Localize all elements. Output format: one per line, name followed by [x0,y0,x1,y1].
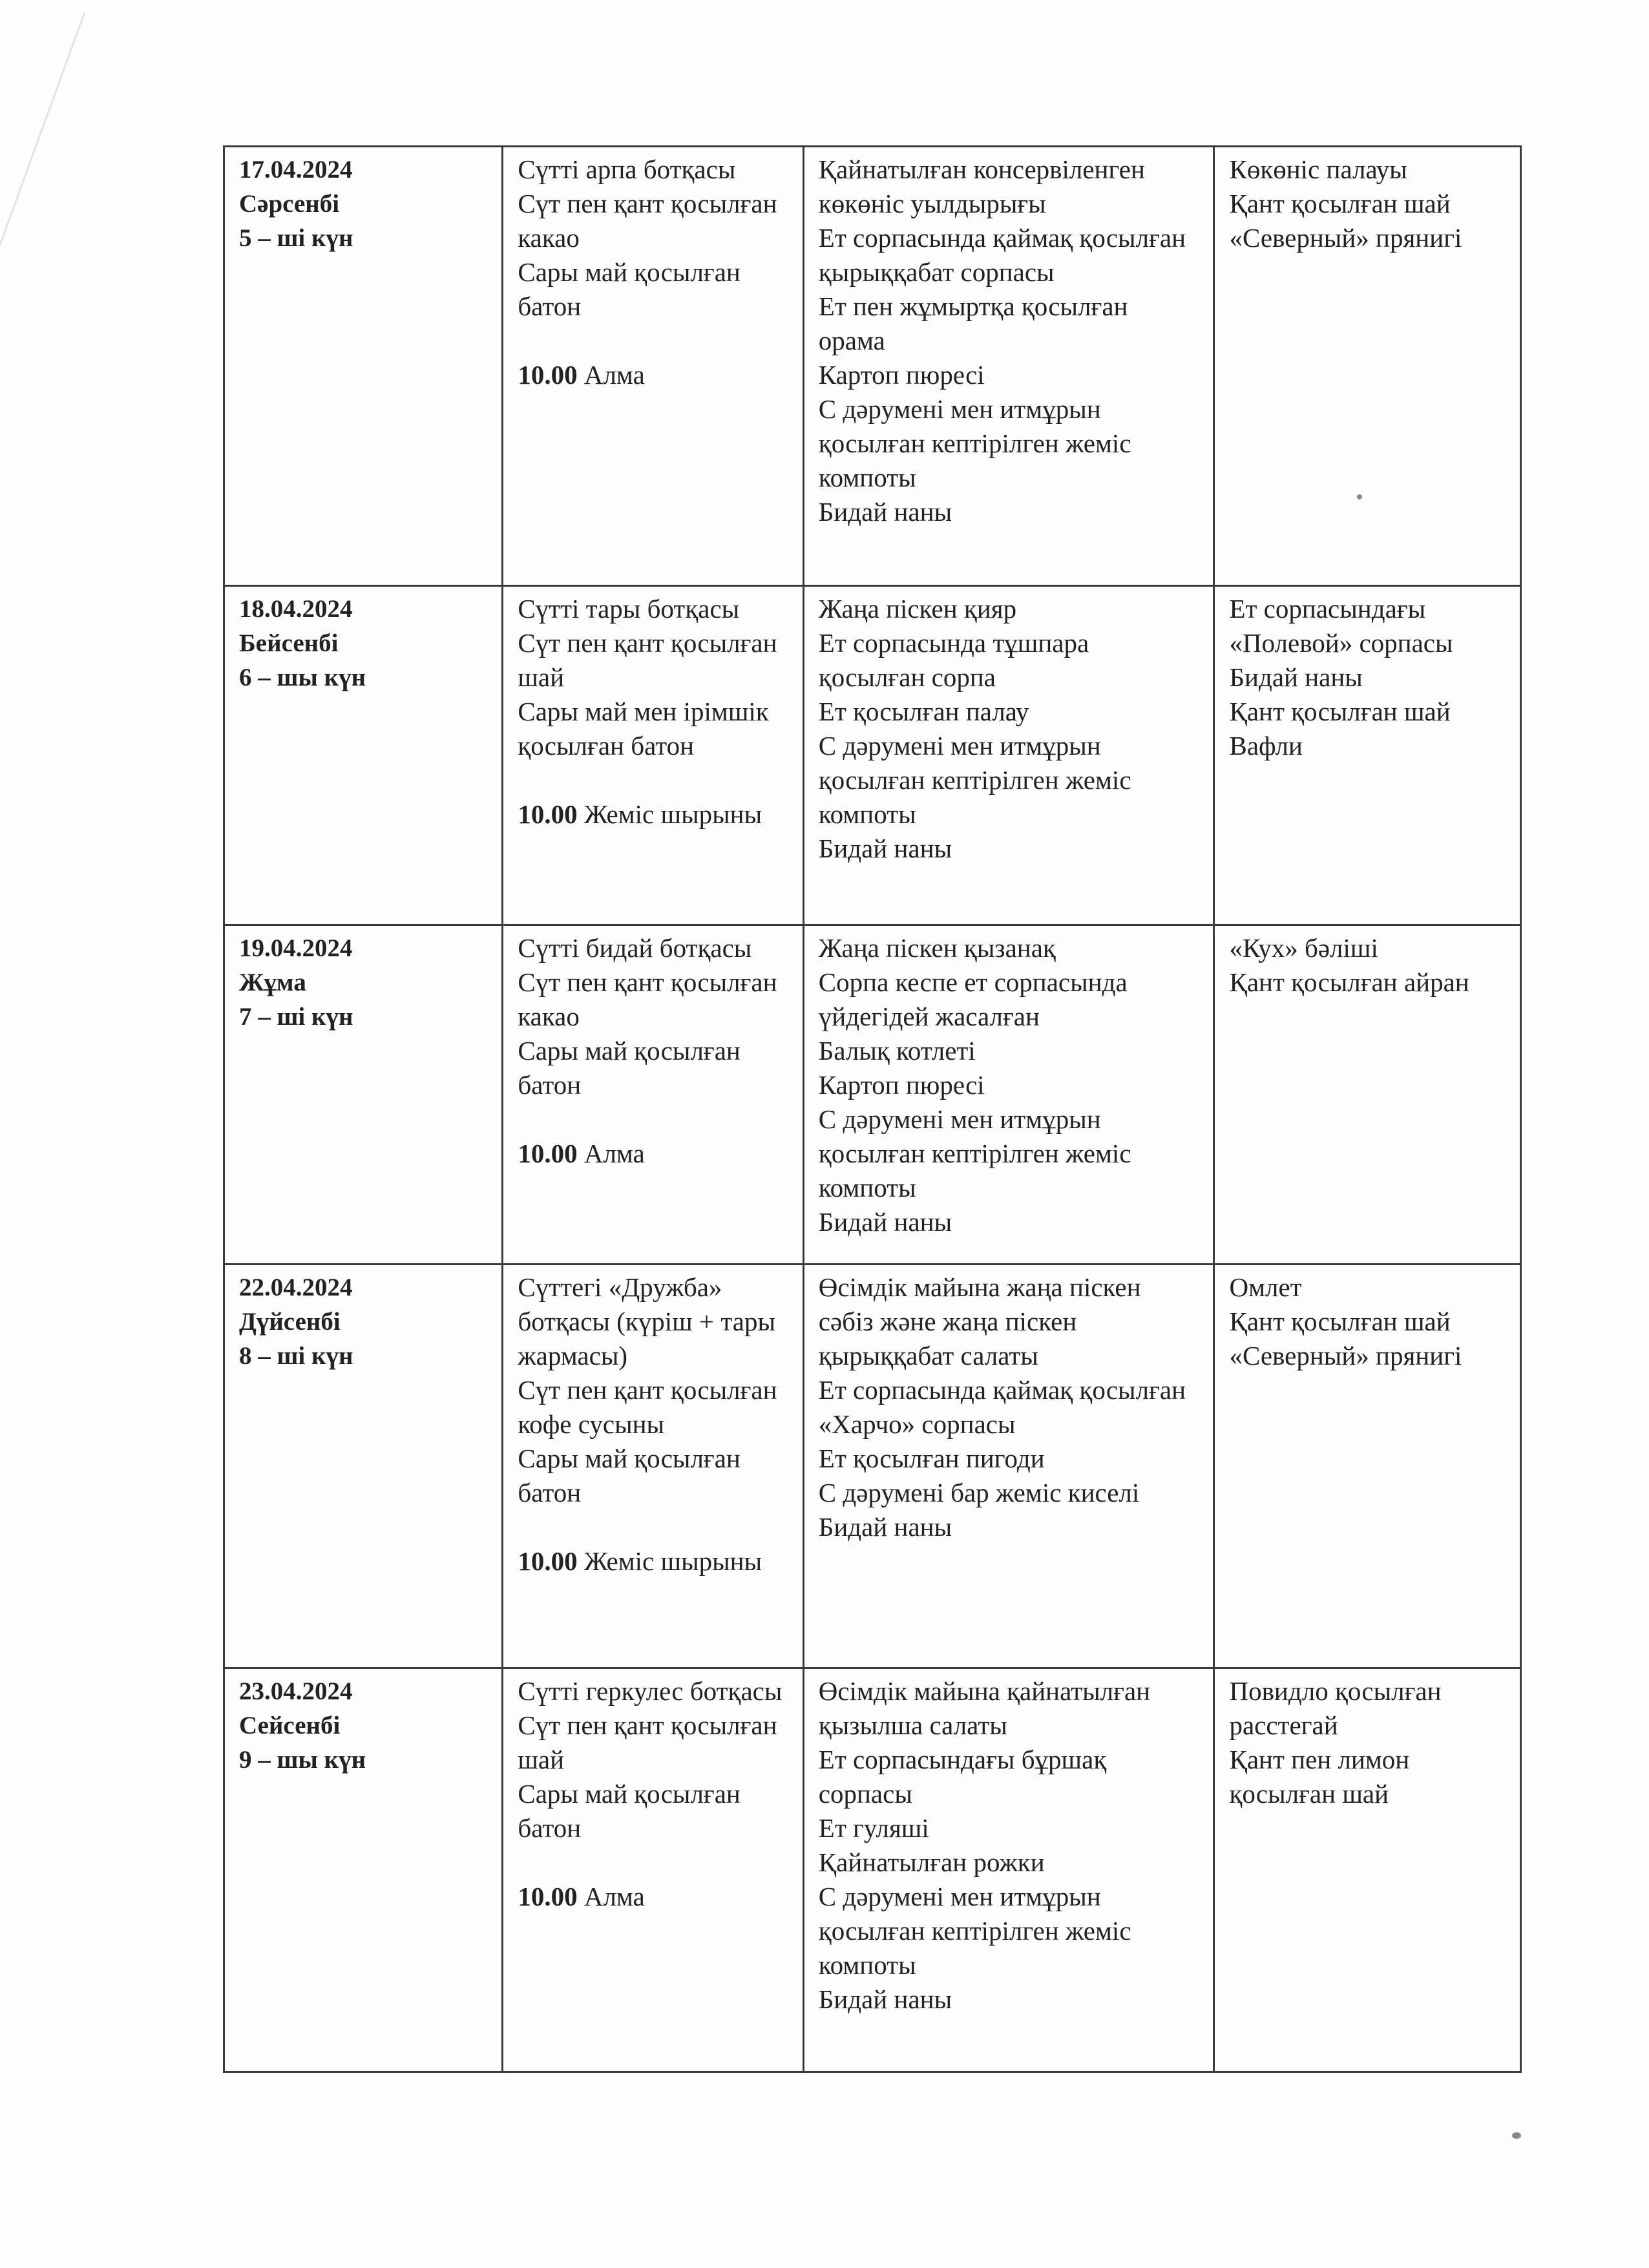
menu-item: Сүт пен қант қосылған какао [518,967,777,1031]
menu-item: Омлет [1229,1272,1302,1302]
afternoon-cell [1214,586,1521,925]
date: 22.04.2024 [239,1274,353,1301]
menu-item: Қайнатылған рожки [818,1847,1045,1877]
menu-item: Сары май мен ірімшік қосылған батон [518,697,769,761]
lunch-cell [803,586,1214,925]
menu-item: Ет сорпасындағы бұршақ сорпасы [818,1745,1107,1809]
lunch-cell [803,925,1214,1265]
menu-item: Қант қосылған шай [1229,1307,1451,1336]
day-number: 9 – шы күн [239,1746,366,1774]
weekday: Сәрсенбі [239,190,340,218]
menu-item: Өсімдік майына жаңа піскен сәбіз және жаңа піскен қырыққабат салаты [818,1272,1141,1370]
menu-item: «Северный» прянигі [1229,1341,1462,1370]
weekday: Жұма [239,969,306,996]
menu-item: Сүтті бидай ботқасы [518,933,752,963]
menu-item: Сүтті геркулес ботқасы [518,1676,782,1706]
snack-time: 10.00 [518,1139,578,1168]
breakfast-cell [503,925,803,1265]
menu-item: Картоп пюресі [818,1070,985,1100]
menu-item: Өсімдік майына қайнатылған қызылша салаты [818,1676,1151,1740]
day-number: 6 – шы күн [239,664,366,691]
menu-item: Сары май қосылған батон [518,1444,740,1507]
menu-item: Сары май қосылған батон [518,1779,740,1843]
date: 23.04.2024 [239,1677,353,1705]
snack-time: 10.00 [518,799,578,829]
menu-row [224,147,1521,586]
menu-row [224,1265,1521,1668]
menu-item: Сары май қосылған батон [518,1036,740,1100]
date: 17.04.2024 [239,156,353,184]
date: 19.04.2024 [239,934,353,962]
snack-item: Алма [583,1139,645,1168]
menu-item: Сорпа кеспе ет сорпасында үйдегідей жасалған [818,967,1128,1031]
day-cell [224,1265,503,1668]
menu-item: Сүт пен қант қосылған шай [518,628,777,692]
weekday: Сейсенбі [239,1712,341,1739]
scan-speck [1357,494,1362,499]
menu-item: Ет гуляші [818,1813,929,1843]
snack-time: 10.00 [518,1882,578,1911]
breakfast-cell [503,147,803,586]
menu-item: «Северный» прянигі [1229,223,1462,253]
afternoon-cell [1214,147,1521,586]
menu-item: Жаңа піскен қызанақ [818,933,1056,963]
snack-line [518,358,789,392]
breakfast-cell [503,586,803,925]
snack-item: Жеміс шырыны [583,1546,762,1576]
menu-item: Повидло қосылған расстегай [1229,1676,1442,1740]
menu-item: Қант қосылған шай [1229,697,1451,726]
menu-item: Сүт пен қант қосылған кофе сусыны [518,1375,777,1439]
menu-item: Ет сорпасында қаймақ қосылған қырыққабат сорпасы [818,223,1186,287]
menu-item: Бидай наны [818,1984,952,2014]
menu-item: Ет сорпасында тұшпара қосылған сорпа [818,628,1089,692]
menu-item: «Кух» бәліші [1229,933,1378,963]
menu-item: Ет қосылған палау [818,697,1029,726]
snack-item: Жеміс шырыны [583,799,762,829]
menu-item: Бидай наны [1229,662,1363,692]
day-number: 5 – ші күн [239,224,353,252]
menu-table [223,145,1522,2073]
weekday: Бейсенбі [239,629,339,657]
afternoon-cell [1214,1265,1521,1668]
menu-row [224,1668,1521,2072]
menu-item: Сары май қосылған батон [518,257,740,321]
menu-item: Бидай наны [818,1207,952,1237]
date: 18.04.2024 [239,595,353,623]
menu-item: Сүтті арпа ботқасы [518,154,736,184]
menu-item: Картоп пюресі [818,360,985,390]
menu-item: Балық котлеті [818,1036,976,1066]
snack-line [518,1880,789,1914]
menu-row [224,925,1521,1265]
menu-item: Қайнатылған консервіленген көкөніс уылдырығы [818,154,1145,218]
weekday: Дүйсенбі [239,1308,341,1336]
menu-item: Вафли [1229,731,1303,761]
menu-item: Бидай наны [818,1512,952,1542]
menu-item: Қант қосылған шай [1229,189,1451,218]
day-cell [224,586,503,925]
menu-item: Ет пен жұмыртқа қосылған орама [818,291,1128,355]
lunch-cell [803,1265,1214,1668]
menu-item: Жаңа піскен қияр [818,594,1017,624]
menu-item: Ет сорпасында қаймақ қосылған «Харчо» сорпасы [818,1375,1186,1439]
menu-item: С дәрумені мен итмұрын қосылған кептірілген жеміс компоты [818,731,1131,829]
day-cell [224,147,503,586]
menu-item: Бидай наны [818,497,952,527]
snack-item: Алма [583,1882,645,1911]
afternoon-cell [1214,1668,1521,2072]
snack-time: 10.00 [518,1546,578,1576]
day-number: 7 – ші күн [239,1003,353,1031]
day-number: 8 – ші күн [239,1342,353,1370]
breakfast-cell [503,1668,803,2072]
menu-item: Ет сорпасындағы «Полевой» сорпасы [1229,594,1453,658]
breakfast-cell [503,1265,803,1668]
menu-item: Сүт пен қант қосылған шай [518,1710,777,1774]
scan-edge-mark [0,13,240,258]
snack-line [518,1137,789,1171]
scan-speck [1512,2132,1521,2139]
snack-item: Алма [583,360,645,390]
menu-item: Сүттегі «Дружба» ботқасы (күріш + тары жармасы) [518,1272,776,1370]
menu-item: Сүтті тары ботқасы [518,594,740,624]
day-cell [224,925,503,1265]
menu-item: Көкөніс палауы [1229,154,1407,184]
snack-line [518,797,789,832]
afternoon-cell [1214,925,1521,1265]
menu-item: Қант пен лимон қосылған шай [1229,1745,1410,1809]
lunch-cell [803,1668,1214,2072]
lunch-cell [803,147,1214,586]
snack-time: 10.00 [518,360,578,390]
menu-item: С дәрумені мен итмұрын қосылған кептірілген жеміс компоты [818,1882,1131,1980]
menu-item: С дәрумені бар жеміс киселі [818,1478,1140,1507]
menu-item: Қант қосылған айран [1229,967,1469,997]
day-cell [224,1668,503,2072]
menu-item: Бидай наны [818,834,952,863]
menu-item: С дәрумені мен итмұрын қосылған кептірілген жеміс компоты [818,394,1131,492]
menu-item: Ет қосылған пигоди [818,1444,1045,1473]
menu-row [224,586,1521,925]
menu-item: Сүт пен қант қосылған какао [518,189,777,253]
snack-line [518,1544,789,1579]
menu-item: С дәрумені мен итмұрын қосылған кептірілген жеміс компоты [818,1104,1131,1202]
